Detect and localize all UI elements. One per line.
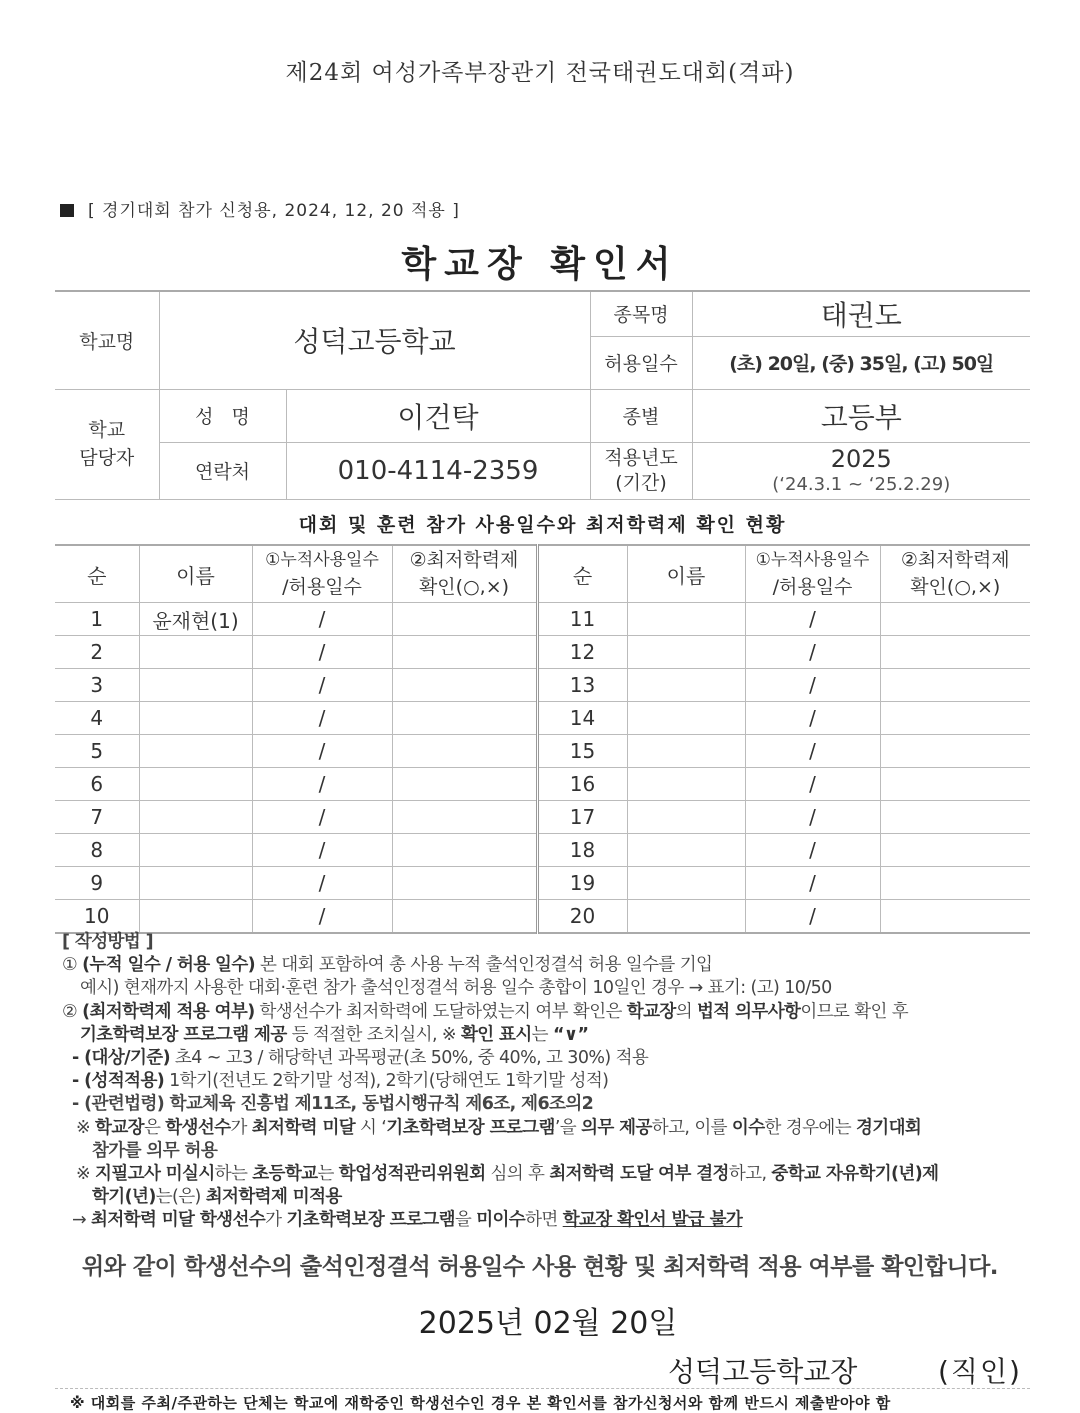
method-l12-c: 가: [265, 1210, 287, 1231]
header-name: 이름: [139, 545, 252, 603]
header-check-line2: 확인(○,×): [418, 576, 510, 598]
method-l3-a: 학생선수가 최저학력에 도달하였는지 여부 확인은: [254, 1001, 627, 1022]
year-label: 적용년도 (기간): [590, 442, 692, 499]
footer-divider: [55, 1388, 1030, 1389]
row-name: [627, 636, 745, 669]
method-l4-d: “∨”: [552, 1024, 589, 1045]
row-days: /: [745, 636, 880, 669]
principal-name: 성덕고등학교장: [668, 1355, 858, 1388]
method-l3-c: 의: [675, 1001, 697, 1022]
row-days: /: [745, 702, 880, 735]
header-days: [252, 545, 392, 603]
issue-date: 2025년 02월 20일: [418, 1306, 678, 1341]
method-l3-b: 학교장: [626, 1001, 676, 1022]
row-check: [392, 603, 537, 636]
row-check: [880, 735, 1030, 768]
usage-table: [55, 544, 1030, 934]
method-l8-c: 은: [143, 1117, 166, 1138]
row-check: [392, 801, 537, 834]
notice-line: [60, 196, 460, 221]
table-row: [55, 636, 1030, 669]
method-l8-f: 최저학력 미달: [251, 1117, 356, 1138]
row-days: /: [745, 768, 880, 801]
header-check-line1: ②최저학력제: [900, 549, 1010, 571]
method-line-4: [62, 1024, 1022, 1047]
method-l8-b: 학교장: [95, 1117, 144, 1138]
row-name: [139, 702, 252, 735]
table-row: [55, 834, 1030, 867]
header-days-line2: /허용일수: [282, 576, 362, 598]
row-no: 8: [55, 834, 139, 867]
row-days: /: [252, 603, 392, 636]
row-days: /: [252, 669, 392, 702]
method-l10-b: 지필고사 미실시: [95, 1164, 215, 1185]
event-value: 태권도: [692, 291, 1030, 336]
method-l8-m: 한 경우에는: [764, 1117, 856, 1138]
header-no: 순: [537, 545, 627, 603]
method-l6-bold: - (성적적용): [72, 1071, 165, 1092]
row-no: 15: [537, 735, 627, 768]
row-check: [392, 867, 537, 900]
row-name: [627, 801, 745, 834]
row-check: [392, 834, 537, 867]
header-check-line2: 확인(○,×): [910, 576, 1001, 598]
name-value: 이건탁: [286, 389, 590, 442]
row-name: [627, 867, 745, 900]
row-days: /: [745, 900, 880, 934]
row-check: [880, 603, 1030, 636]
row-no: 7: [55, 801, 139, 834]
row-check: [880, 867, 1030, 900]
method-l8-a: ※: [76, 1117, 96, 1138]
allowed-days-label: 허용일수: [590, 336, 692, 389]
method-l10-a: ※: [76, 1164, 96, 1185]
footer-note: ※ 대회를 주최/주관하는 단체는 학교에 재학중인 학생선수인 경우 본 확인서를 참가신청서와 함께 반드시 제출받아야 함: [70, 1394, 891, 1412]
header-check: [392, 545, 537, 603]
method-l8-l: 이수: [731, 1117, 765, 1138]
row-name: [139, 735, 252, 768]
method-l10-g: 심의 후: [485, 1164, 550, 1185]
table-row: [55, 900, 1030, 934]
row-check: [392, 636, 537, 669]
method-l5-bold: - (대상/기준): [72, 1048, 170, 1069]
official-seal: (직인): [938, 1355, 1022, 1388]
row-check: [880, 636, 1030, 669]
method-l12-h: 학교장 확인서 발급 불가: [562, 1210, 743, 1231]
method-l11-a: 학기(년): [92, 1187, 156, 1208]
method-l11-b: 는(은): [155, 1187, 206, 1208]
method-line-11: [62, 1186, 1022, 1209]
table-row: [55, 735, 1030, 768]
method-l1-bold: (누적 일수 / 허용 일수): [82, 955, 256, 976]
row-no: 10: [55, 900, 139, 934]
row-no: 5: [55, 735, 139, 768]
year-period: (‘24.3.1 ~ ‘25.2.29): [772, 473, 951, 495]
row-days: /: [252, 636, 392, 669]
event-label: 종목명: [590, 291, 692, 336]
method-l10-h: 최저학력 도달 여부 결정: [549, 1164, 729, 1185]
table-row: [55, 702, 1030, 735]
row-check: [880, 669, 1030, 702]
header-no: 순: [55, 545, 139, 603]
method-line-5: [62, 1047, 1022, 1070]
allowed-days-value: (초) 20일, (중) 35일, (고) 50일: [692, 336, 1030, 389]
method-l8-d: 학생선수: [165, 1117, 231, 1138]
row-check: [880, 768, 1030, 801]
row-check: [392, 702, 537, 735]
header-days-line1: ①누적사용일수: [755, 550, 870, 570]
method-l6-rest: 1학기(전년도 2학기말 성적), 2학기(당해연도 1학기말 성적): [164, 1071, 609, 1092]
row-no: 12: [537, 636, 627, 669]
method-l10-e: 는: [317, 1164, 339, 1185]
row-check: [880, 834, 1030, 867]
contact-label: 연락처: [159, 442, 286, 499]
square-bullet-icon: [60, 204, 74, 217]
confirmation-statement: 위와 같이 학생선수의 출석인정결석 허용일수 사용 현황 및 최저학력 적용 여부를 확인합니다.: [81, 1254, 999, 1280]
method-l12-g: 하면: [525, 1210, 563, 1231]
row-no: 20: [537, 900, 627, 934]
school-label: 학교명: [55, 291, 159, 389]
row-days: /: [745, 669, 880, 702]
row-check: [392, 768, 537, 801]
table-row: [55, 669, 1030, 702]
method-line-9: 참가를 의무 허용: [92, 1140, 218, 1161]
row-name: [139, 669, 252, 702]
row-days: /: [252, 735, 392, 768]
row-no: 11: [537, 603, 627, 636]
table-row: [55, 603, 1030, 636]
method-l10-j: 중학교 자유학기(년)제: [771, 1164, 939, 1185]
method-l1-rest: 본 대회 포함하여 총 사용 누적 출석인정결석 허용 일수를 기입: [255, 955, 713, 976]
method-l3-bold: (최저학력제 적용 여부): [82, 1001, 255, 1022]
method-l10-i: 하고,: [728, 1164, 772, 1185]
row-name: [139, 768, 252, 801]
document-title: 학교장 확인서: [401, 244, 679, 285]
method-line-2: 예시) 현재까지 사용한 대회·훈련 참가 출석인정결석 허용 일수 총합이 10일인 경우 → 표기: (고) 10/50: [80, 978, 832, 999]
notice-text: [ 경기대회 참가 신청용, 2024, 12, 20 적용 ]: [88, 201, 460, 221]
row-days: /: [252, 867, 392, 900]
table-row: [55, 867, 1030, 900]
row-check: [880, 702, 1030, 735]
school-info-table: [55, 290, 1030, 500]
row-name: [627, 735, 745, 768]
row-name: [627, 603, 745, 636]
contact-value: 010-4114-2359: [286, 442, 590, 499]
row-no: 3: [55, 669, 139, 702]
row-no: 4: [55, 702, 139, 735]
method-l10-f: 학업성적관리위원회: [338, 1164, 486, 1185]
row-days: /: [745, 867, 880, 900]
method-l8-k: 하고, 이를: [651, 1117, 732, 1138]
row-days: /: [252, 702, 392, 735]
row-name: [627, 900, 745, 934]
method-l11-c: 최저학력제 미적용: [205, 1187, 342, 1208]
school-value: 성덕고등학교: [159, 291, 590, 389]
row-name: [139, 900, 252, 934]
writing-method: [62, 931, 1022, 1233]
row-name: [627, 768, 745, 801]
row-days: /: [252, 801, 392, 834]
table-row: [55, 801, 1030, 834]
method-l10-c: 하는: [214, 1164, 253, 1185]
row-days: /: [745, 834, 880, 867]
method-l3-e: 이므로 확인 후: [800, 1001, 909, 1022]
table-row: [55, 768, 1030, 801]
row-no: 6: [55, 768, 139, 801]
row-name: [627, 834, 745, 867]
row-days: /: [252, 768, 392, 801]
row-days: /: [252, 834, 392, 867]
page-title: 제24회 여성가족부장관기 전국태권도대회(격파): [285, 60, 795, 86]
row-check: [392, 669, 537, 702]
row-days: /: [745, 603, 880, 636]
method-l4-c: 는: [531, 1024, 553, 1045]
row-days: /: [252, 900, 392, 934]
row-name: [139, 636, 252, 669]
row-no: 19: [537, 867, 627, 900]
method-line-3: [62, 1001, 1022, 1024]
year-value: 2025: [830, 444, 892, 473]
row-name: [627, 669, 745, 702]
method-l12-e: 을: [454, 1210, 477, 1231]
row-no: 9: [55, 867, 139, 900]
header-days: [745, 545, 880, 603]
row-no: 2: [55, 636, 139, 669]
method-line-1: [62, 954, 1022, 977]
row-days: /: [745, 801, 880, 834]
method-l12-d: 기초학력보장 프로그램: [286, 1210, 455, 1231]
year-cell: [692, 442, 1030, 499]
method-l4-bold: 기초학력보장 프로그램 제공: [80, 1024, 287, 1045]
row-no: 1: [55, 603, 139, 636]
method-l8-g: 시 ‘: [355, 1117, 387, 1138]
manager-label: 학교 담당자: [55, 389, 159, 499]
method-line-10: [62, 1163, 1022, 1186]
row-days: /: [745, 735, 880, 768]
header-name: 이름: [627, 545, 745, 603]
row-no: 16: [537, 768, 627, 801]
row-check: [880, 900, 1030, 934]
row-check: [392, 900, 537, 934]
row-no: 13: [537, 669, 627, 702]
method-l8-i: ’을: [554, 1117, 582, 1138]
method-heading: [ 작성방법 ]: [62, 932, 154, 952]
method-line-12: [62, 1209, 1022, 1232]
row-name: [139, 834, 252, 867]
method-l8-h: 기초학력보장 프로그램: [386, 1117, 555, 1138]
row-no: 14: [537, 702, 627, 735]
row-check: [880, 801, 1030, 834]
name-label: 성 명: [159, 389, 286, 442]
header-days-line1: ①누적사용일수: [265, 550, 379, 570]
method-l12-b: 최저학력 미달 학생선수: [91, 1210, 266, 1231]
method-l4-a: 등 적절한 조치실시, ※: [286, 1024, 461, 1045]
method-l8-n: 경기대회: [855, 1117, 922, 1138]
row-no: 17: [537, 801, 627, 834]
method-l4-b: 확인 표시: [460, 1024, 532, 1045]
status-heading: 대회 및 훈련 참가 사용일수와 최저학력제 확인 현황: [298, 514, 787, 536]
method-l8-j: 의무 제공: [581, 1117, 652, 1138]
division-value: 고등부: [692, 389, 1030, 442]
row-name: [139, 801, 252, 834]
method-l12-a: →: [72, 1210, 92, 1231]
header-check: [880, 545, 1030, 603]
method-line-8: [62, 1117, 1022, 1140]
circle-two: ②: [62, 1001, 78, 1022]
row-name: [627, 702, 745, 735]
method-line-7: - (관련법령) 학교체육 진흥법 제11조, 동법시행규칙 제6조, 제6조의2: [72, 1094, 594, 1115]
method-line-6: [62, 1070, 1022, 1093]
usage-header-row: [55, 545, 1030, 603]
row-name: [139, 867, 252, 900]
division-label: 종별: [590, 389, 692, 442]
header-check-line1: ②최저학력제: [409, 549, 519, 571]
method-l8-e: 가: [230, 1117, 252, 1138]
row-check: [392, 735, 537, 768]
method-l12-f: 미이수: [476, 1210, 526, 1231]
row-name: 윤재현(1): [139, 603, 252, 636]
method-l5-rest: 초4 ~ 고3 / 해당학년 과목평균(초 50%, 중 40%, 고 30%) 적용: [169, 1048, 649, 1069]
method-l3-d: 법적 의무사항: [696, 1001, 801, 1022]
header-days-line2: /허용일수: [772, 576, 853, 598]
circle-one: ①: [62, 955, 78, 976]
row-no: 18: [537, 834, 627, 867]
method-l10-d: 초등학교: [252, 1164, 318, 1185]
